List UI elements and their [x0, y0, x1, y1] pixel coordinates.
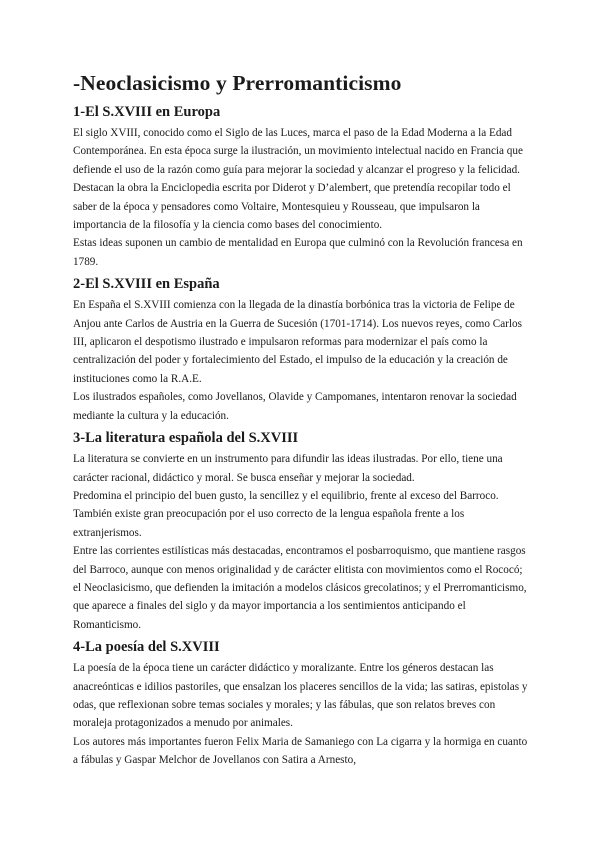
- section-literatura: [73, 429, 530, 634]
- section-espana: [73, 275, 530, 425]
- paragraph: Entre las corrientes estilísticas más destacadas, encontramos el posbarroquismo, que mantiene rasgos del Barroco, aunque con menos originalidad y de carácter elitista con movimientos como el Rococó; el Neoclasicismo, que defienden la imitación a modelos clásicos grecolatinos; y el Prerromanticismo, que aparece a finales del siglo y da mayor importancia a los sentimientos anticipando el Romanticismo.: [73, 545, 527, 631]
- paragraph: Los ilustrados españoles, como Jovellanos, Olavide y Campomanes, intentaron renovar la sociedad mediante la cultura y la educación.: [73, 391, 517, 422]
- section-europa: [73, 103, 530, 271]
- paragraph: La poesía de la época tiene un carácter didáctico y moralizante. Entre los géneros destacan las anacreónticas e idilios pastoriles, que ensalzan los placeres sencillos de la vida; las satiras, epistolas y odas, que reflexionan sobre temas sociales y morales; y las fábulas, que son relatos breves con moraleja protagonizados a menudo por animales.: [73, 662, 528, 730]
- paragraph: La literatura se convierte en un instrumento para difundir las ideas ilustradas. Por ello, tiene una carácter racional, didáctico y moral. Se busca enseñar y mejorar la sociedad.: [73, 453, 503, 484]
- section-heading: 2-El S.XVIII en España: [73, 276, 220, 293]
- section-poesia: [73, 638, 530, 769]
- section-heading: 3-La literatura española del S.XVIII: [73, 430, 299, 447]
- document-title: -Neoclasicismo y Prerromanticismo: [73, 71, 402, 95]
- paragraph: Predomina el principio del buen gusto, la sencillez y el equilibrio, frente al exceso del Barroco.: [73, 489, 499, 502]
- paragraph: El siglo XVIII, conocido como el Siglo de las Luces, marca el paso de la Edad Moderna a la Edad Contemporánea. En esta época surge la ilustración, un movimiento intelectual nacido en Francia que defiende el uso de la razón como guía para mejorar la sociedad y alcanzar el progreso y la felicidad. Destacan la obra la Enciclopedia escrita por Diderot y D’alembert, que pretendía recopilar todo el saber de la época y pensadores como Voltaire, Montesquieu y Rousseau, que impulsaron la importancia de la filosofía y la ciencia como bases del conocimiento.: [73, 127, 523, 232]
- section-heading: 4-La poesía del S.XVIII: [73, 639, 220, 656]
- section-heading: 1-El S.XVIII en Europa: [73, 104, 221, 120]
- paragraph: Los autores más importantes fueron Felix Maria de Samaniego con La cigarra y la hormiga en cuanto a fábulas y Gaspar Melchor de Jovellanos con Satira a Arnesto,: [73, 735, 528, 767]
- paragraph: En España el S.XVIII comienza con la llegada de la dinastía borbónica tras la victoria de Felipe de Anjou ante Carlos de Austria en la Guerra de Sucesión (1701-1714). Los nuevos reyes, como Carlos III, aplicaron el despotismo ilustrado e impulsaron reformas para modernizar el país como la centralización del poder y fortalecimiento del Estado, el impulso de la educación y la creación de instituciones como la R.A.E.: [73, 299, 522, 385]
- paragraph: Estas ideas suponen un cambio de mentalidad en Europa que culminó con la Revolución francesa en 1789.: [73, 237, 523, 268]
- paragraph: También existe gran preocupación por el uso correcto de la lengua española frente a los extranjerismos.: [73, 508, 465, 539]
